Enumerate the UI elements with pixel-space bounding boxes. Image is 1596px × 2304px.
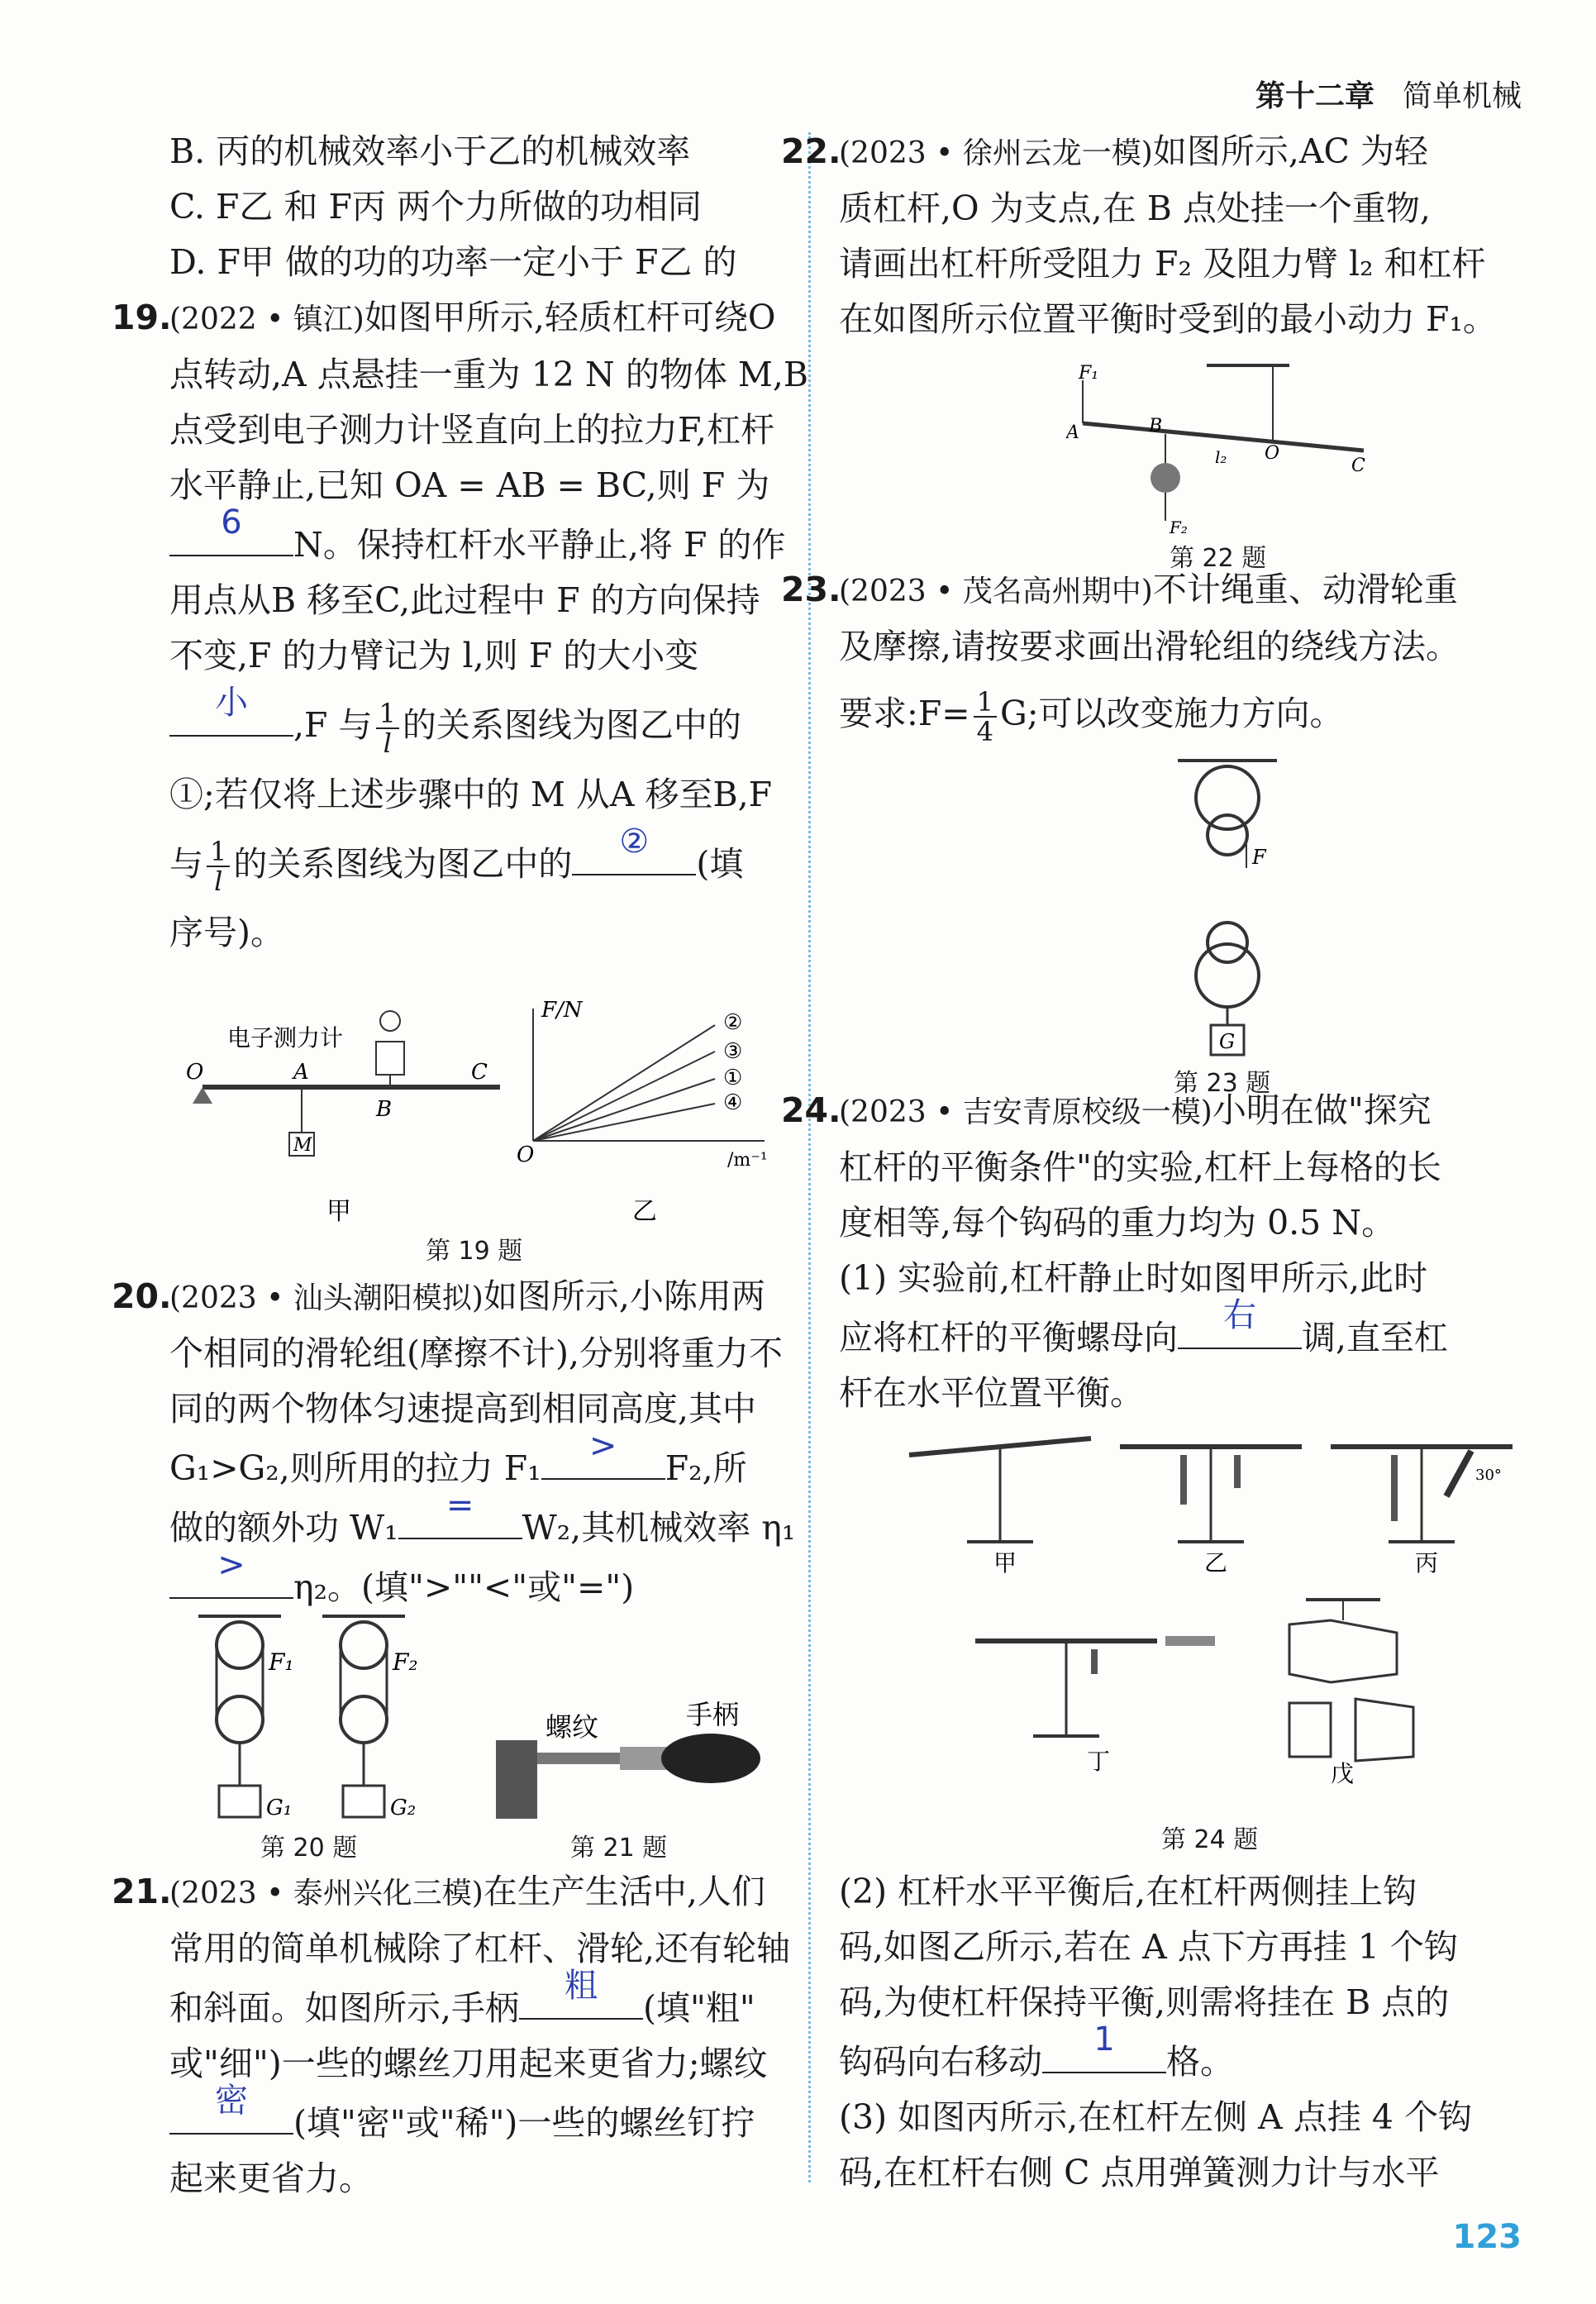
q22-line-3: 请画出杠杆所受阻力 F₂ 及阻力臂 l₂ 和杠杆 xyxy=(839,244,1486,284)
frac-num: 1 xyxy=(974,688,997,718)
q18-option-b: B. 丙的机械效率小于乙的机械效率 xyxy=(169,131,691,171)
q20-number: 20. xyxy=(112,1276,172,1316)
q19-line-9: ①;若仅将上述步骤中的 M 从A 移至B,F xyxy=(169,774,773,814)
q22-figure xyxy=(1066,355,1380,537)
q20-answer-blank-1[interactable] xyxy=(541,1427,665,1480)
q24-line-1 xyxy=(781,1083,1525,1140)
label-yi: 乙 xyxy=(1204,1549,1228,1577)
graph-origin: O xyxy=(517,1142,535,1167)
label-O: O xyxy=(186,1060,204,1085)
q19-text: 的关系图线为图乙中的 xyxy=(402,705,741,745)
q22-text: 如图所示,AC 为轻 xyxy=(1152,131,1428,171)
label-M: M xyxy=(293,1135,312,1156)
fixed-pulley-2 xyxy=(341,1622,387,1668)
q23-line-3 xyxy=(839,686,1525,746)
frac-den: l xyxy=(383,727,392,759)
label-jia: 甲 xyxy=(326,1197,351,1226)
q23-figure xyxy=(1165,752,1289,1066)
q19-answer-blank-3[interactable] xyxy=(572,822,696,875)
label-B: B xyxy=(376,1097,393,1122)
q19-answer-3: ② xyxy=(619,822,650,861)
label-yi: 乙 xyxy=(632,1197,657,1226)
weights-ding xyxy=(1091,1649,1098,1674)
q24-text: 调,直至杠 xyxy=(1302,1318,1449,1357)
q19-line-10 xyxy=(169,822,781,897)
q22-block xyxy=(781,124,1525,347)
weight-ball xyxy=(1151,463,1180,493)
q20-answer-blank-3[interactable] xyxy=(169,1546,293,1599)
q22-line-1 xyxy=(781,124,1525,181)
q19-answer-1: 6 xyxy=(221,503,242,541)
q21-answer-2: 密 xyxy=(215,2082,248,2120)
q20-q21-svg xyxy=(190,1608,769,1839)
page-header xyxy=(1255,73,1522,115)
q22-line-4: 在如图所示位置平衡时受到的最小动力 F₁。 xyxy=(839,299,1497,339)
q19-line-5 xyxy=(169,503,786,573)
q20-text: 做的额外功 W₁ xyxy=(169,1508,398,1548)
q19-text: (填 xyxy=(696,843,744,884)
q24-figure xyxy=(901,1418,1529,1806)
label-F1: F₁ xyxy=(269,1648,294,1676)
moving-pulley-1 xyxy=(217,1696,263,1743)
q23-text: 要求:F= xyxy=(839,694,970,733)
label-ding: 丁 xyxy=(1087,1748,1111,1775)
q21-source: (2023 • 泰州兴化三模) xyxy=(169,1877,484,1910)
q19-answer-blank-2[interactable] xyxy=(169,684,293,737)
q24-text: 钩码向右移动 xyxy=(839,2042,1042,2082)
q18-option-d: D. F甲 做的功的功率一定小于 F乙 的 xyxy=(169,242,737,282)
q21-line-5 xyxy=(169,2082,781,2151)
label-l2: l₂ xyxy=(1215,447,1227,467)
q24-number: 24. xyxy=(781,1090,841,1130)
q24-p3-line-1: (3) 如图丙所示,在杠杆左侧 A 点挂 4 个钩 xyxy=(839,2097,1472,2137)
q18-option-c: C. F乙 和 F丙 两个力所做的功相同 xyxy=(169,187,702,227)
q21-line-2: 常用的简单机械除了杠杆、滑轮,还有轮轴 xyxy=(169,1929,791,1968)
q24-block-2 xyxy=(839,1864,1525,2201)
label-wu: 戊 xyxy=(1331,1760,1355,1787)
q21-line-4: 或"细")一些的螺丝刀用起来更省力;螺纹 xyxy=(169,2044,768,2083)
q19-source: (2022 • 镇江) xyxy=(169,303,364,336)
q24-svg xyxy=(901,1418,1529,1806)
q22-number: 22. xyxy=(781,131,841,171)
q20-line-6 xyxy=(169,1546,781,1615)
label-O: O xyxy=(1265,443,1280,464)
label-G: G xyxy=(1219,1030,1236,1053)
q24-answer-2: 1 xyxy=(1093,2020,1115,2058)
label-handle: 手柄 xyxy=(686,1699,740,1730)
q20-text: F₂,所 xyxy=(665,1448,747,1488)
q19-line-4: 水平静止,已知 OA = AB = BC,则 F 为 xyxy=(169,465,770,505)
q20-caption: 第 20 题 xyxy=(260,1834,358,1863)
q19-text: 如图甲所示,轻质杠杆可绕O xyxy=(364,298,776,337)
chapter-title: 第十二章 xyxy=(1255,79,1374,113)
q24-p2-line-1: (2) 杠杆水平平衡后,在杠杆两侧挂上钩 xyxy=(839,1872,1417,1911)
fixed-pulley-inner xyxy=(1208,815,1247,855)
fixed-pulley-1 xyxy=(217,1622,263,1668)
q20-line-1 xyxy=(112,1269,781,1326)
cone-whole xyxy=(1289,1620,1397,1682)
weights-B xyxy=(1234,1455,1241,1488)
q24-block-1 xyxy=(781,1083,1525,1421)
label-bing: 丙 xyxy=(1415,1549,1439,1577)
graph-line-3 xyxy=(533,1052,715,1141)
q24-answer-1: 右 xyxy=(1223,1296,1256,1334)
q20-line-3: 同的两个物体匀速提高到相同高度,其中 xyxy=(169,1389,757,1429)
q20-text: G₁>G₂,则所用的拉力 F₁ xyxy=(169,1448,541,1488)
q20-line-2: 个相同的滑轮组(摩擦不计),分别将重力不 xyxy=(169,1333,784,1373)
label-B: B xyxy=(1149,416,1163,436)
q23-text: 不计绳重、动滑轮重 xyxy=(1152,570,1458,609)
force-meter xyxy=(376,1042,404,1075)
q24-p3-line-2: 码,在杠杆右侧 C 点用弹簧测力计与水平 xyxy=(839,2153,1440,2192)
graph-label-4: ④ xyxy=(723,1090,743,1115)
spring-ding xyxy=(1165,1636,1215,1646)
q20-text: η₂。(填">""<"或"=") xyxy=(293,1567,635,1607)
q21-line-3 xyxy=(169,1967,781,2036)
graph-y-label: F/N xyxy=(541,998,583,1023)
moving-pulley-lower xyxy=(1196,944,1259,1007)
q20-text: W₂,其机械效率 η₁ xyxy=(522,1508,796,1548)
q21-text: (填"密"或"稀")一些的螺丝钉拧 xyxy=(293,2103,755,2143)
q19-line-7: 不变,F 的力臂记为 l,则 F 的大小变 xyxy=(169,636,699,675)
weights-A xyxy=(1180,1455,1187,1505)
q19-text: 的关系图线为图乙中的 xyxy=(233,843,573,884)
q22-caption: 第 22 题 xyxy=(1170,544,1267,573)
q21-caption: 第 21 题 xyxy=(570,1834,668,1863)
q20-answer-1: > xyxy=(588,1427,617,1465)
screwdriver-handle xyxy=(661,1734,760,1783)
frac-num: 1 xyxy=(207,837,230,867)
q19-text: 与 xyxy=(169,843,203,884)
q22-line-2: 质杠杆,O 为支点,在 B 点处挂一个重物, xyxy=(839,188,1431,228)
q20-answer-2: = xyxy=(445,1486,474,1524)
weight-G1 xyxy=(219,1786,260,1817)
q19-answer-2: 小 xyxy=(215,684,248,722)
q21-text: (填"粗" xyxy=(643,1988,755,2028)
label-thread: 螺纹 xyxy=(545,1711,599,1743)
q24-text: 应将杠杆的平衡螺母向 xyxy=(839,1318,1178,1357)
q19-text: ,F 与 xyxy=(293,705,373,745)
moving-pulley-2 xyxy=(341,1696,387,1743)
left-column xyxy=(112,124,808,961)
label-G2: G₂ xyxy=(390,1796,417,1820)
q24-caption: 第 24 题 xyxy=(1161,1825,1259,1854)
q20-source: (2023 • 汕头潮阳模拟) xyxy=(169,1281,484,1315)
page-number: 123 xyxy=(1452,2218,1522,2256)
q19-answer-blank-1[interactable] xyxy=(169,503,293,556)
q21-line-1 xyxy=(112,1864,781,1921)
q20-answer-blank-2[interactable] xyxy=(398,1486,522,1539)
q23-fraction xyxy=(974,685,997,747)
fixed-pulley-outer xyxy=(1196,766,1259,829)
q21-line-6: 起来更省力。 xyxy=(169,2159,373,2198)
meter-ring xyxy=(380,1011,400,1031)
label-A: A xyxy=(293,1060,309,1085)
q24-p2-line-3: 码,为使杠杆保持平衡,则需将挂在 B 点的 xyxy=(839,1982,1450,2022)
screw-thread xyxy=(537,1753,620,1764)
frac-den: l xyxy=(214,866,223,897)
q23-line-1 xyxy=(781,562,1525,619)
label-G1: G₁ xyxy=(266,1796,293,1820)
q23-text: G;可以改变施力方向。 xyxy=(999,694,1344,733)
q23-block xyxy=(781,562,1525,747)
q20-q21-figures xyxy=(190,1608,769,1839)
q21-block xyxy=(112,1864,791,2206)
label-F2: F₂ xyxy=(1170,518,1188,537)
wood-block xyxy=(496,1740,537,1819)
spring-meter xyxy=(1446,1451,1471,1496)
q19-line-2: 点转动,A 点悬挂一重为 12 N 的物体 M,B xyxy=(169,355,808,394)
q20-answer-3: > xyxy=(217,1546,245,1584)
label-jia: 甲 xyxy=(993,1549,1017,1577)
q24-p1-line-3: 杆在水平位置平衡。 xyxy=(839,1373,1144,1413)
label-F2: F₂ xyxy=(393,1648,418,1676)
label-F1: F₁ xyxy=(1079,363,1099,384)
label-C: C xyxy=(471,1060,488,1085)
q20-block xyxy=(112,1269,796,1615)
graph-label-2: ② xyxy=(723,1010,743,1035)
q21-answer-blank-1[interactable] xyxy=(519,1967,643,2020)
q24-answer-blank-2[interactable] xyxy=(1042,2020,1166,2073)
angle-label: 30° xyxy=(1475,1467,1502,1484)
q24-p1-line-1: (1) 实验前,杠杆静止时如图甲所示,此时 xyxy=(839,1258,1428,1298)
label-C: C xyxy=(1351,456,1365,476)
q21-text: 在生产生活中,人们 xyxy=(483,1872,765,1911)
q20-text: 如图所示,小陈用两 xyxy=(483,1276,765,1316)
graph-label-1: ① xyxy=(723,1066,743,1090)
q23-source: (2023 • 茂名高州期中) xyxy=(839,575,1153,608)
q21-answer-1: 粗 xyxy=(565,1967,598,2005)
q21-text: 和斜面。如图所示,手柄 xyxy=(169,1988,520,2028)
q23-number: 23. xyxy=(781,570,841,609)
q19-fraction-2 xyxy=(207,837,230,895)
label-F: F xyxy=(1252,846,1266,869)
q19-line-6: 用点从B 移至C,此过程中 F 的方向保持 xyxy=(169,580,760,620)
graph-label-3: ③ xyxy=(723,1039,743,1064)
q24-line-3: 度相等,每个钩码的重力均为 0.5 N。 xyxy=(839,1203,1396,1243)
chapter-topic: 简单机械 xyxy=(1402,79,1522,113)
column-divider xyxy=(808,132,811,2182)
q24-source: (2023 • 吉安青原校级一模) xyxy=(839,1095,1212,1129)
q19-line-3: 点受到电子测力计竖直向上的拉力F,杠杆 xyxy=(169,410,775,450)
q19-fraction xyxy=(376,699,399,757)
frac-den: 4 xyxy=(976,715,993,747)
q24-text: 小明在做"探究 xyxy=(1212,1090,1432,1130)
q19-line-1 xyxy=(112,290,781,347)
q24-p2-line-2: 码,如图乙所示,若在 A 点下方再挂 1 个钩 xyxy=(839,1927,1458,1967)
q19-text: N。保持杠杆水平静止,将 F 的作 xyxy=(293,525,786,565)
q24-p2-line-4 xyxy=(839,2020,1525,2090)
cone-part-A xyxy=(1289,1703,1331,1757)
q21-number: 21. xyxy=(112,1872,172,1911)
q23-line-2: 及摩擦,请按要求画出滑轮组的绕线方法。 xyxy=(839,627,1460,666)
frac-num: 1 xyxy=(376,699,399,729)
q19-line-8 xyxy=(169,684,781,759)
graph-line-2 xyxy=(533,1025,715,1141)
q19-number: 19. xyxy=(112,298,172,337)
q23-caption: 第 23 题 xyxy=(1174,1069,1271,1098)
q24-p1-line-2 xyxy=(839,1296,1525,1366)
q19-figure xyxy=(186,992,798,1257)
label-A: A xyxy=(1066,422,1079,443)
q24-text: 格。 xyxy=(1166,2042,1234,2082)
q19-caption: 第 19 题 xyxy=(426,1237,523,1266)
graph-x-unit: /m⁻¹ xyxy=(727,1150,768,1171)
q23-svg xyxy=(1165,752,1289,1066)
q22-source: (2023 • 徐州云龙一模) xyxy=(839,136,1153,170)
cone-part-B xyxy=(1355,1699,1413,1761)
weight-G2 xyxy=(343,1786,384,1817)
q24-answer-blank-1[interactable] xyxy=(1178,1296,1302,1349)
q24-line-2: 杠杆的平衡条件"的实验,杠杆上每格的长 xyxy=(839,1147,1441,1187)
q19-line-11: 序号)。 xyxy=(169,913,284,952)
q19-figure-svg xyxy=(186,992,798,1257)
q21-answer-blank-2[interactable] xyxy=(169,2082,293,2135)
meter-label: 电子测力计 xyxy=(227,1024,344,1052)
q22-svg xyxy=(1066,355,1380,537)
weights-A-bing xyxy=(1391,1455,1398,1521)
